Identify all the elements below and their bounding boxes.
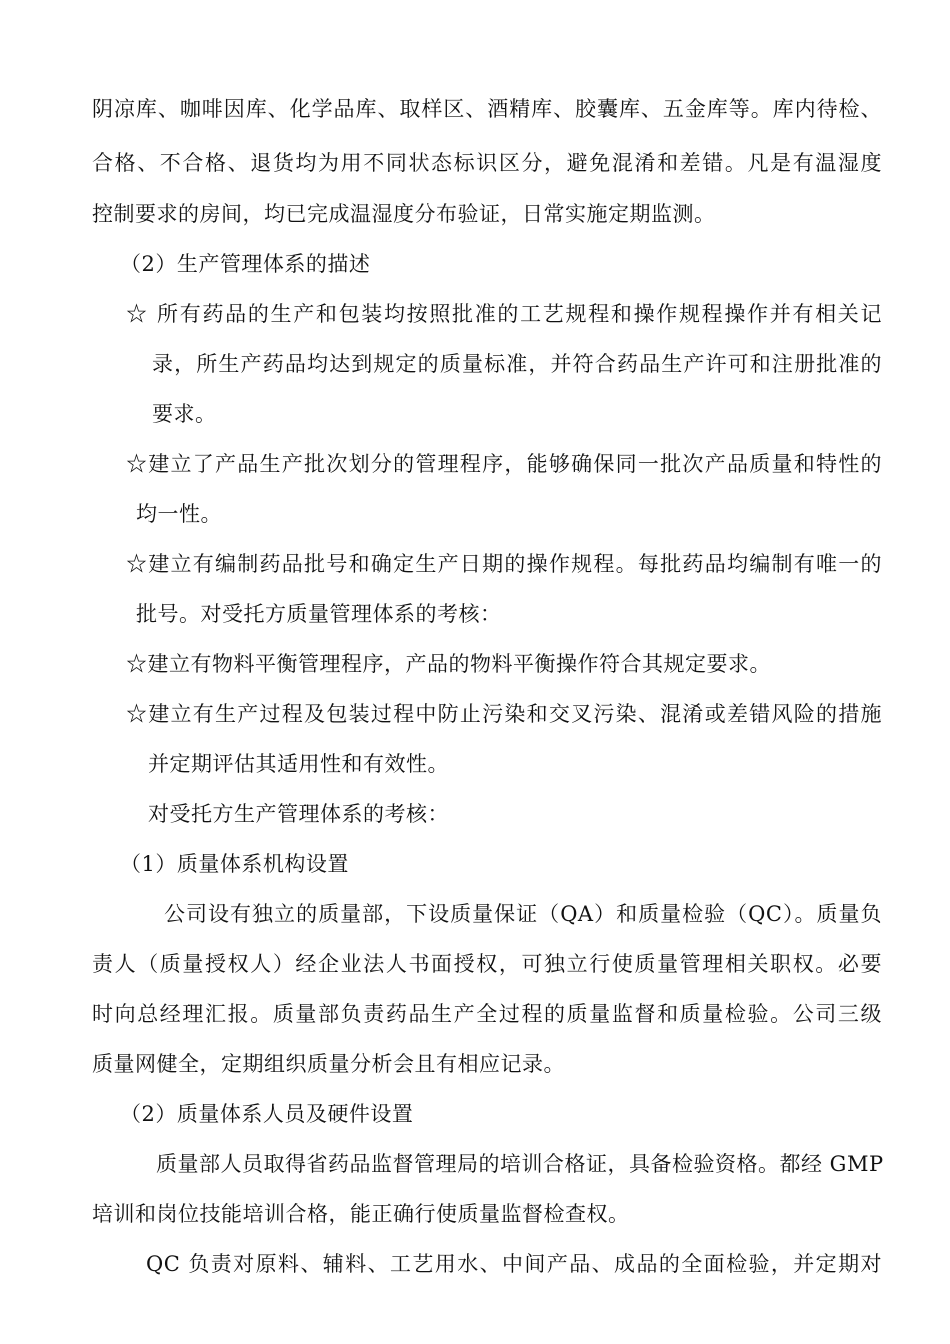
bullet-item-line: ☆建立有生产过程及包装过程中防止污染和交叉污染、混淆或差错风险的措施 [126,702,882,726]
paragraph-line: 公司设有独立的质量部，下设质量保证（QA）和质量检验（QC）。质量负 [164,902,882,926]
section-heading-qa-structure: （1）质量体系机构设置 [120,852,349,876]
paragraph-line: 责人（质量授权人）经企业法人书面授权，可独立行使质量管理相关职权。必要 [92,952,882,976]
paragraph-line-2: 合格、不合格、退货均为用不同状态标识区分，避免混淆和差错。凡是有温湿度 [92,151,882,175]
paragraph-line: 时向总经理汇报。质量部负责药品生产全过程的质量监督和质量检验。公司三级 [92,1002,882,1026]
bullet-item-line: 录，所生产药品均达到规定的质量标准，并符合药品生产许可和注册批准的 [152,352,882,376]
bullet-item-line: 批号。对受托方质量管理体系的考核： [136,602,502,626]
section-heading-qa-staff: （2）质量体系人员及硬件设置 [120,1102,414,1126]
bullet-item-line: 并定期评估其适用性和有效性。 [148,752,449,776]
bullet-item-line: ☆建立有物料平衡管理程序，产品的物料平衡操作符合其规定要求。 [126,652,771,676]
bullet-item-line: ☆建立了产品生产批次划分的管理程序，能够确保同一批次产品质量和特性的 [126,452,882,476]
bullet-item-line: 要求。 [152,402,217,426]
paragraph-line-1: 阴凉库、咖啡因库、化学品库、取样区、酒精库、胶囊库、五金库等。库内待检、 [92,97,882,121]
bullet-item-line: 均一性。 [136,502,222,526]
bullet-item-line: ☆ 所有药品的生产和包装均按照批准的工艺规程和操作规程操作并有相关记 [126,302,882,326]
paragraph-heading: 对受托方生产管理体系的考核： [148,802,449,826]
paragraph-line: QC 负责对原料、辅料、工艺用水、中间产品、成品的全面检验，并定期对 [146,1252,882,1276]
paragraph-line: 质量部人员取得省药品监督管理局的培训合格证，具备检验资格。都经 GMP [156,1152,884,1176]
paragraph-line: 培训和岗位技能培训合格，能正确行使质量监督检查权。 [92,1202,630,1226]
paragraph-line: 质量网健全，定期组织质量分析会且有相应记录。 [92,1052,565,1076]
bullet-item-line: ☆建立有编制药品批号和确定生产日期的操作规程。每批药品均编制有唯一的 [126,552,882,576]
paragraph-line-3: 控制要求的房间，均已完成温湿度分布验证，日常实施定期监测。 [92,202,716,226]
section-heading-production: （2）生产管理体系的描述 [120,252,371,276]
